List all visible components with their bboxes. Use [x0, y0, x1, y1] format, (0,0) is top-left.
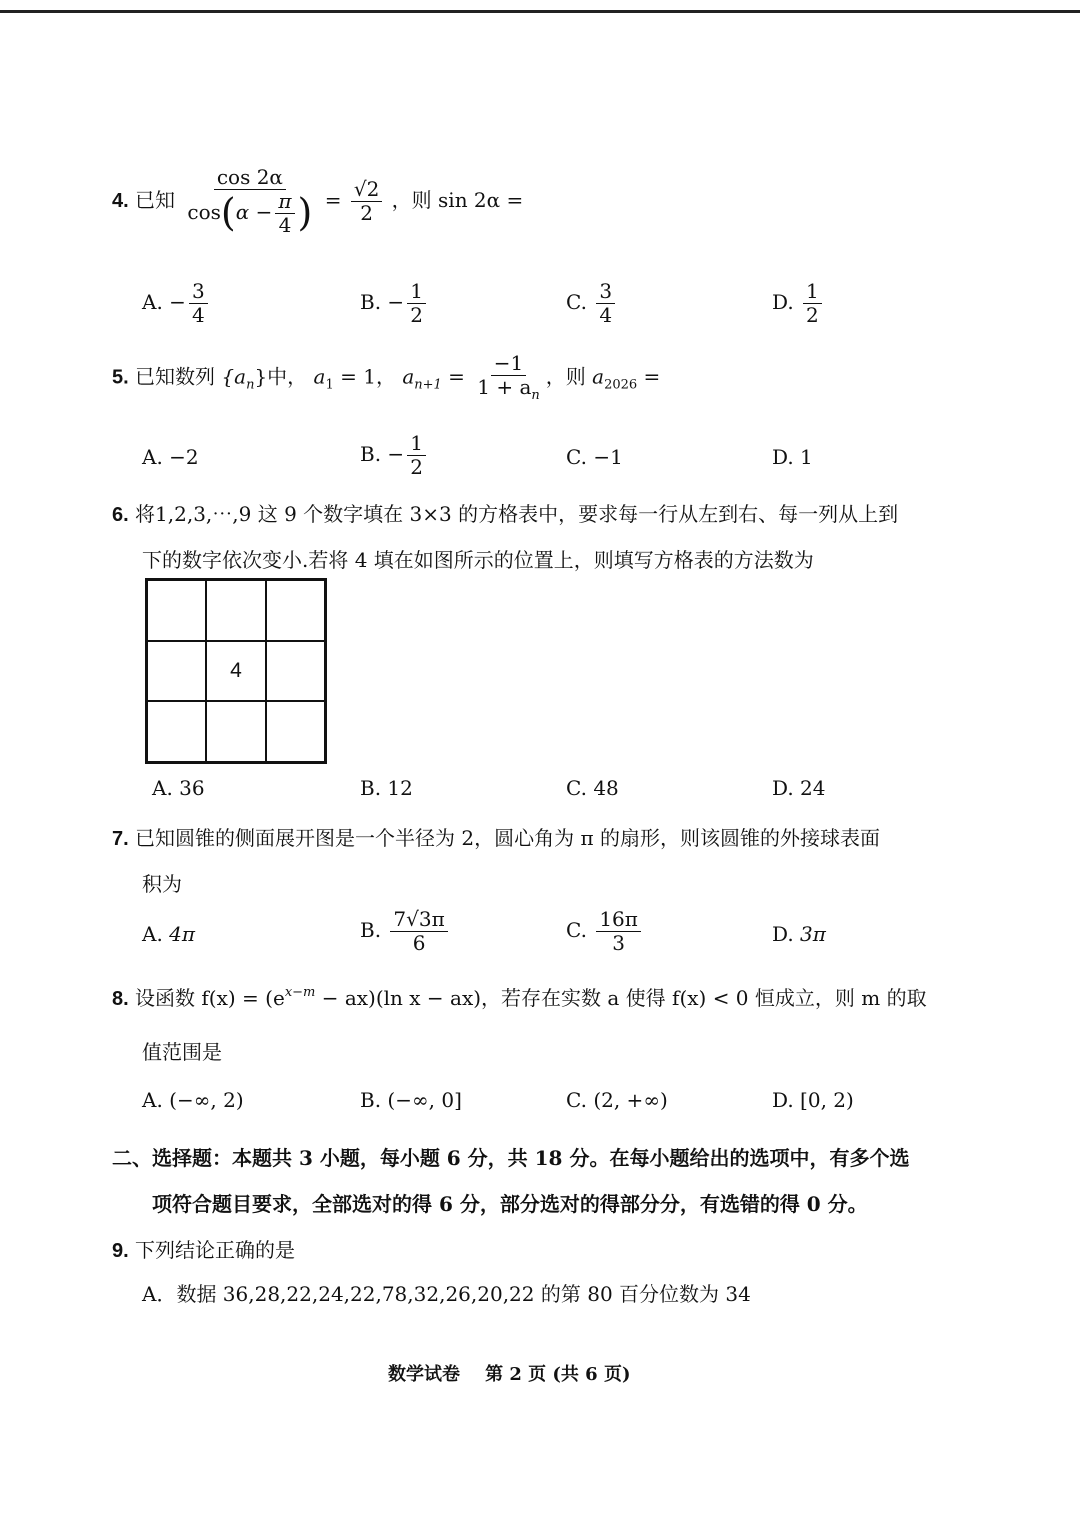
question-number: 6.	[112, 504, 129, 526]
question-4	[112, 166, 523, 237]
q5-text3: ，则	[545, 364, 586, 389]
q4-rhs-fraction	[351, 178, 382, 225]
top-border-line	[0, 10, 1080, 13]
q7-option-c[interactable]	[566, 908, 644, 955]
q5-seq: {a	[221, 364, 247, 389]
option-letter: D.	[772, 1088, 794, 1112]
option-denominator: 2	[806, 303, 819, 327]
option-fraction	[189, 280, 208, 327]
rhs-numerator: √2	[351, 178, 382, 202]
q9-option-a[interactable]: A．数据 36,28,22,24,22,78,32,26,20,22 的第 80 百分位数为 34	[142, 1282, 751, 1306]
q8-text2: − ax)(ln x − ax)，若存在实数 a 使得 f(x) < 0 恒成立，则 m 的取	[315, 986, 927, 1010]
grid-cell	[147, 641, 206, 702]
q4-option-b[interactable]	[360, 280, 429, 327]
q8-option-c[interactable]	[566, 1088, 668, 1112]
question-8-line1	[112, 982, 927, 1011]
question-number: 9.	[112, 1240, 129, 1262]
option-value: 4π	[169, 922, 196, 946]
q4-numerator: cos 2α	[214, 166, 286, 190]
q6-option-b[interactable]	[360, 776, 413, 800]
grid-cell-center: 4	[206, 641, 265, 702]
pi-over-4	[275, 190, 294, 237]
question-6-line1	[112, 498, 898, 527]
option-denominator: 6	[412, 931, 426, 955]
option-value: 24	[800, 776, 826, 800]
question-9	[112, 1234, 295, 1263]
q5-an1-eq: =	[441, 364, 465, 389]
q7-line2: 积为	[142, 872, 182, 896]
option-denominator: 2	[410, 455, 423, 479]
option-value: 48	[593, 776, 619, 800]
option-value: −2	[169, 445, 199, 469]
option-sign: −	[169, 290, 186, 314]
q8-option-b[interactable]	[360, 1088, 462, 1112]
question-7-line1	[112, 822, 880, 851]
q8-line2: 值范围是	[142, 1040, 222, 1064]
option-numerator: 1	[407, 432, 426, 456]
q5-a1-sub: 1	[325, 377, 334, 393]
q5-option-b[interactable]	[360, 432, 429, 479]
right-paren: )	[297, 190, 313, 235]
option-denominator: 4	[599, 303, 613, 327]
q5-frac-den	[474, 376, 543, 404]
q5-option-c[interactable]	[566, 445, 623, 469]
q7-option-d[interactable]	[772, 922, 826, 946]
q5-option-a[interactable]	[142, 445, 199, 469]
q4-den-alpha: α −	[235, 200, 273, 224]
q6-option-c[interactable]	[566, 776, 619, 800]
option-numerator: 7√3π	[390, 908, 447, 932]
q5-a2026-eq: =	[637, 364, 661, 389]
option-letter: B.	[360, 776, 382, 800]
option-value: 12	[387, 776, 413, 800]
q5-frac-den-text: 1 + a	[477, 375, 532, 399]
option-fraction	[390, 908, 447, 955]
q4-option-c[interactable]	[566, 280, 618, 327]
option-value: −1	[593, 445, 623, 469]
pi-denominator: 4	[278, 213, 292, 237]
q5-seq-sub: n	[246, 377, 255, 393]
q6-line1: 将1,2,3,⋯,9 这 9 个数字填在 3×3 的方格表中，要求每一行从左到右、每一列从上到	[135, 502, 899, 526]
option-value: 3π	[800, 922, 826, 946]
question-7-line2	[142, 868, 182, 897]
option-fraction	[407, 280, 426, 327]
option-letter: D.	[772, 445, 794, 469]
pi-numerator: π	[275, 190, 294, 214]
option-fraction	[596, 280, 615, 327]
q5-text1: 已知数列	[135, 364, 216, 389]
question-5	[112, 352, 660, 404]
q4-main-fraction	[184, 166, 315, 237]
option-value: 1	[800, 445, 813, 469]
option-letter: C.	[566, 290, 587, 314]
q4-prefix: 已知	[135, 188, 176, 212]
section-2-header-line1: 二、选择题：本题共 3 小题，每小题 6 分，共 18 分。在每小题给出的选项中，有多个选	[112, 1146, 910, 1170]
option-letter: D.	[772, 922, 794, 946]
option-letter: B.	[360, 1088, 382, 1112]
rhs-denominator: 2	[360, 201, 373, 225]
option-letter: A.	[142, 290, 163, 314]
q8-text1: 设函数 f(x) = (e	[135, 986, 285, 1010]
q5-frac-den-sub: n	[531, 388, 540, 403]
option-numerator: 1	[803, 280, 822, 304]
q5-an1-sub: n+1	[414, 377, 442, 393]
q8-option-a[interactable]	[142, 1088, 244, 1112]
option-value: (−∞, 2)	[169, 1088, 244, 1112]
q5-a2026-sub: 2026	[604, 377, 638, 393]
q5-frac-num: −1	[491, 352, 526, 376]
question-6-line2	[142, 544, 814, 573]
q7-option-b[interactable]	[360, 908, 451, 955]
page-footer: 数学试卷 第 2 页 (共 6 页)	[388, 1364, 631, 1385]
option-letter: D.	[772, 290, 794, 314]
q4-option-a[interactable]	[142, 280, 211, 327]
q6-line2: 下的数字依次变小.若将 4 填在如图所示的位置上，则填写方格表的方法数为	[142, 548, 814, 572]
grid-cell	[206, 701, 265, 762]
option-letter: C.	[566, 918, 587, 942]
option-denominator: 3	[612, 931, 625, 955]
q5-a1-val: = 1，	[333, 364, 396, 389]
q6-option-a[interactable]	[152, 776, 205, 800]
q5-seq-close: }	[254, 364, 268, 389]
grid-cell	[266, 641, 325, 702]
grid-table	[145, 578, 327, 764]
q5-text2: 中，	[267, 364, 308, 389]
option-letter: B.	[360, 442, 382, 466]
q5-a1: a	[313, 364, 326, 389]
option-letter: A.	[142, 922, 163, 946]
option-denominator: 4	[191, 303, 205, 327]
option-sign: −	[387, 442, 405, 466]
q8-option-d[interactable]	[772, 1088, 854, 1112]
option-letter: B.	[360, 290, 382, 314]
question-number: 7.	[112, 828, 129, 850]
q4-den-cos: cos	[187, 200, 221, 224]
option-value: (2, +∞)	[593, 1088, 668, 1112]
q4-suffix: ，则 sin 2α =	[391, 188, 524, 212]
q9-text: 下列结论正确的是	[135, 1238, 296, 1262]
question-number: 4.	[112, 190, 129, 212]
option-letter: A.	[142, 445, 163, 469]
option-numerator: 16π	[596, 908, 641, 932]
grid-cell	[266, 580, 325, 641]
option-letter: B.	[360, 918, 382, 942]
option-value: 36	[179, 776, 205, 800]
option-fraction	[596, 908, 641, 955]
section-2-header-line2: 项符合题目要求，全部选对的得 6 分，部分选对的得部分分，有选错的得 0 分。	[152, 1192, 868, 1216]
question-8-line2	[142, 1036, 222, 1065]
q7-option-a[interactable]	[142, 922, 195, 946]
option-letter: C.	[566, 445, 587, 469]
q5-option-d[interactable]	[772, 445, 813, 469]
q6-option-d[interactable]	[772, 776, 826, 800]
option-denominator: 2	[410, 303, 423, 327]
option-numerator: 1	[407, 280, 426, 304]
grid-cell	[206, 580, 265, 641]
question-number: 8.	[112, 988, 129, 1010]
grid-cell	[147, 701, 206, 762]
equals-sign: =	[324, 188, 342, 212]
question-number: 5.	[112, 366, 129, 389]
option-letter: C.	[566, 776, 587, 800]
grid-cell	[147, 580, 206, 641]
grid-cell	[266, 701, 325, 762]
option-letter: D.	[772, 776, 794, 800]
q4-denominator	[184, 190, 315, 237]
option-value: (−∞, 0]	[387, 1088, 462, 1112]
option-fraction	[803, 280, 822, 327]
q5-fraction	[474, 352, 543, 404]
q4-option-d[interactable]	[772, 280, 825, 327]
q5-a2026: a	[592, 364, 605, 389]
option-letter: A.	[142, 1088, 163, 1112]
option-sign: −	[387, 290, 405, 314]
option-fraction	[407, 432, 426, 479]
option-numerator: 3	[189, 280, 208, 304]
option-numerator: 3	[596, 280, 615, 304]
q5-an1: a	[402, 364, 415, 389]
q8-superscript: x−m	[284, 985, 316, 1000]
q7-line1: 已知圆锥的侧面展开图是一个半径为 2，圆心角为 π 的扇形，则该圆锥的外接球表面	[135, 826, 880, 850]
option-value: [0, 2)	[800, 1088, 854, 1112]
left-paren: (	[220, 190, 236, 235]
option-letter: C.	[566, 1088, 587, 1112]
option-letter: A.	[152, 776, 173, 800]
